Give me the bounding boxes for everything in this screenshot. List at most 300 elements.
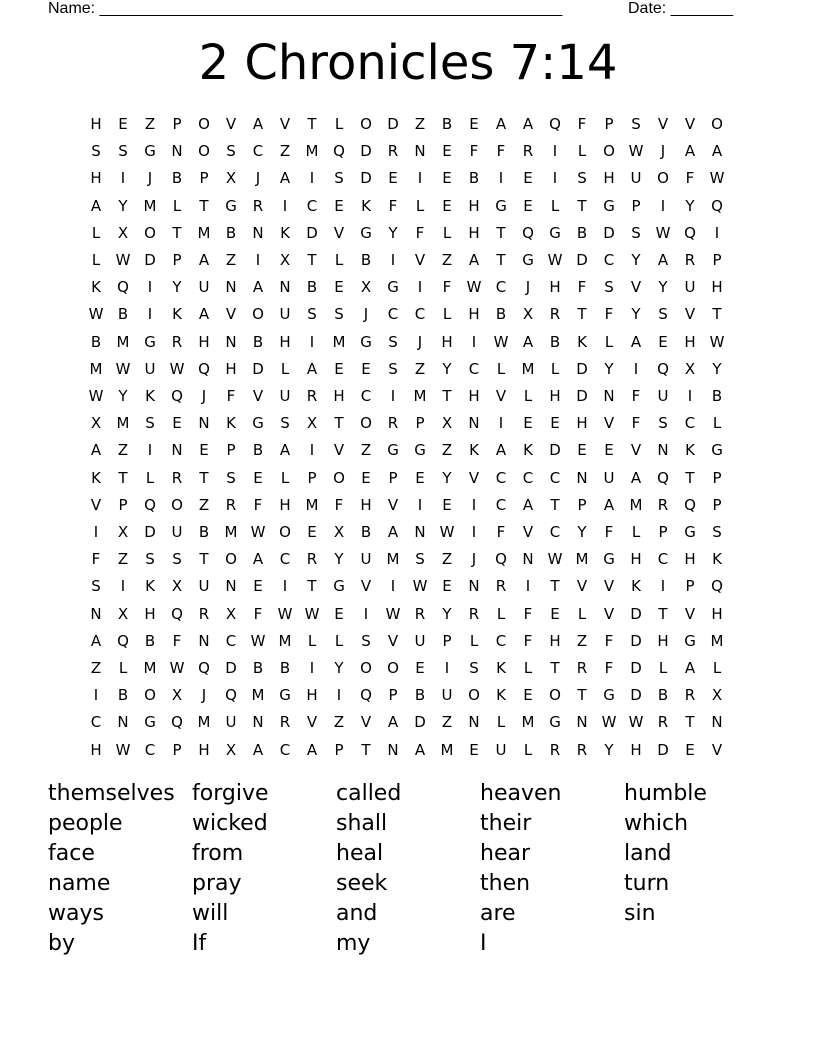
grid-letter: Y xyxy=(334,659,344,677)
grid-letter: Y xyxy=(631,305,641,324)
grid-letter: G xyxy=(495,196,507,215)
grid-letter: B xyxy=(252,659,264,677)
grid-letter: D xyxy=(387,115,399,133)
grid-letter: O xyxy=(198,142,210,161)
grid-letter: H xyxy=(90,169,102,188)
grid-letter: O xyxy=(171,495,183,514)
grid-letter: S xyxy=(172,550,182,569)
grid-letter: P xyxy=(226,441,236,460)
grid-letter: N xyxy=(522,550,534,569)
grid-letter: H xyxy=(576,414,588,433)
grid-letter: D xyxy=(360,169,372,188)
grid-letter: Q xyxy=(360,686,372,705)
grid-letter: G xyxy=(144,142,156,161)
grid-letter: M xyxy=(305,495,319,514)
grid-letter: G xyxy=(711,441,723,460)
grid-letter: R xyxy=(387,414,399,433)
grid-letter: A xyxy=(279,441,291,460)
grid-letter: L xyxy=(415,196,425,215)
grid-letter: A xyxy=(252,278,264,297)
grid-letter: E xyxy=(253,468,263,487)
grid-letter: M xyxy=(710,631,724,650)
grid-letter: C xyxy=(414,305,426,324)
grid-letter: Z xyxy=(225,251,237,269)
grid-letter: Z xyxy=(414,359,426,378)
grid-letter: E xyxy=(199,441,209,460)
grid-letter: M xyxy=(305,142,319,161)
grid-letter: Z xyxy=(279,142,291,161)
grid-letter: B xyxy=(576,223,588,242)
grid-letter: S xyxy=(280,414,290,433)
grid-letter: K xyxy=(361,196,371,215)
grid-letter: E xyxy=(388,169,398,188)
grid-letter: S xyxy=(307,305,317,324)
grid-letter: E xyxy=(334,196,344,215)
grid-letter: Y xyxy=(334,550,344,569)
grid-letter: C xyxy=(360,387,372,405)
grid-letter: E xyxy=(442,577,452,596)
grid-letter: P xyxy=(388,686,398,705)
grid-letter: A xyxy=(495,441,507,460)
grid-letter: C xyxy=(387,305,399,324)
grid-letter: R xyxy=(549,740,561,759)
grid-letter: J xyxy=(417,332,423,351)
grid-letter: W xyxy=(250,523,266,541)
grid-letter: E xyxy=(523,196,533,215)
grid-letter: R xyxy=(576,740,588,759)
grid-letter: L xyxy=(577,142,587,161)
grid-letter: O xyxy=(333,468,345,487)
grid-letter: I xyxy=(444,659,450,677)
grid-letter: D xyxy=(576,387,588,405)
grid-letter: W xyxy=(385,604,401,623)
word-bank-item: forgive xyxy=(192,781,269,806)
grid-letter: A xyxy=(684,659,696,677)
grid-letter: E xyxy=(118,115,128,133)
grid-letter: E xyxy=(442,495,452,514)
grid-letter: L xyxy=(523,659,533,677)
grid-letter: K xyxy=(91,278,101,297)
grid-letter: U xyxy=(225,713,237,732)
grid-letter: S xyxy=(334,169,344,188)
grid-letter: X xyxy=(171,577,183,596)
word-bank-item: my xyxy=(336,931,371,956)
grid-letter: H xyxy=(684,550,696,569)
grid-letter: V xyxy=(225,115,237,133)
grid-letter: B xyxy=(225,223,237,242)
grid-letter: M xyxy=(116,414,130,433)
grid-letter: I xyxy=(498,414,504,433)
grid-letter: T xyxy=(658,604,668,623)
grid-letter: X xyxy=(171,686,183,705)
grid-letter: H xyxy=(549,278,561,297)
grid-letter: U xyxy=(657,387,669,405)
grid-letter: A xyxy=(495,115,507,133)
grid-letter: T xyxy=(496,223,506,242)
grid-letter: G xyxy=(549,713,561,732)
grid-letter: C xyxy=(495,631,507,650)
word-bank-item: wicked xyxy=(192,811,268,836)
grid-letter: U xyxy=(441,686,453,705)
grid-letter: E xyxy=(550,414,560,433)
grid-letter: E xyxy=(523,686,533,705)
word-bank-item: people xyxy=(48,811,123,836)
grid-letter: N xyxy=(468,713,480,732)
grid-letter: I xyxy=(471,332,477,351)
grid-letter: W xyxy=(439,523,455,541)
grid-letter: P xyxy=(631,196,641,215)
grid-letter: C xyxy=(549,468,561,487)
grid-letter: L xyxy=(523,740,533,759)
grid-letter: K xyxy=(631,577,641,596)
grid-letter: T xyxy=(577,686,587,705)
grid-letter: A xyxy=(522,495,534,514)
grid-letter: R xyxy=(495,577,507,596)
grid-letter: D xyxy=(630,686,642,705)
grid-letter: P xyxy=(442,631,452,650)
grid-letter: M xyxy=(197,713,211,732)
grid-letter: Q xyxy=(171,387,183,405)
grid-letter: H xyxy=(468,223,480,242)
grid-letter: T xyxy=(307,577,317,596)
grid-letter: K xyxy=(172,305,182,324)
grid-letter: V xyxy=(225,305,237,324)
grid-letter: C xyxy=(468,359,480,378)
grid-letter: F xyxy=(604,631,614,650)
grid-letter: S xyxy=(604,278,614,297)
grid-letter: P xyxy=(415,414,425,433)
grid-letter: F xyxy=(469,142,479,161)
grid-letter: O xyxy=(711,115,723,133)
grid-letter: I xyxy=(147,441,153,460)
grid-letter: I xyxy=(93,523,99,541)
word-bank xyxy=(0,780,816,970)
grid-letter: M xyxy=(251,686,265,705)
grid-letter: T xyxy=(199,550,209,569)
grid-letter: Y xyxy=(118,387,128,405)
grid-letter: N xyxy=(657,441,669,460)
grid-letter: B xyxy=(171,169,183,188)
grid-letter: V xyxy=(360,577,372,596)
grid-letter: U xyxy=(603,468,615,487)
grid-letter: J xyxy=(525,278,531,297)
grid-letter: N xyxy=(468,414,480,433)
grid-letter: E xyxy=(685,740,695,759)
grid-letter: O xyxy=(279,523,291,541)
grid-letter: E xyxy=(442,142,452,161)
grid-letter: I xyxy=(660,196,666,215)
grid-letter: K xyxy=(577,332,587,351)
grid-letter: Z xyxy=(441,251,453,269)
grid-letter: F xyxy=(523,604,533,623)
grid-letter: N xyxy=(90,604,102,623)
grid-letter: V xyxy=(684,305,696,324)
grid-letter: P xyxy=(604,115,614,133)
grid-letter: A xyxy=(684,142,696,161)
grid-letter: F xyxy=(631,387,641,405)
grid-letter: I xyxy=(417,278,423,297)
grid-letter: Y xyxy=(442,468,452,487)
grid-letter: S xyxy=(388,332,398,351)
grid-letter: V xyxy=(387,631,399,650)
grid-letter: A xyxy=(252,550,264,569)
grid-letter: Q xyxy=(549,115,561,133)
grid-letter: C xyxy=(225,631,237,650)
grid-letter: M xyxy=(278,631,292,650)
grid-letter: E xyxy=(415,659,425,677)
grid-letter: A xyxy=(387,523,399,541)
grid-letter: K xyxy=(226,414,236,433)
grid-letter: I xyxy=(282,196,288,215)
grid-letter: I xyxy=(120,577,126,596)
grid-letter: L xyxy=(334,115,344,133)
grid-letter: E xyxy=(172,414,182,433)
grid-letter: F xyxy=(523,631,533,650)
grid-letter: K xyxy=(280,223,290,242)
grid-letter: T xyxy=(199,468,209,487)
grid-letter: L xyxy=(577,604,587,623)
grid-letter: B xyxy=(468,169,480,188)
grid-letter: V xyxy=(495,387,507,405)
grid-letter: K xyxy=(712,550,722,569)
word-bank-item: name xyxy=(48,871,111,896)
grid-letter: M xyxy=(116,332,130,351)
grid-letter: Q xyxy=(198,659,210,677)
grid-letter: W xyxy=(493,332,509,351)
grid-letter: I xyxy=(552,169,558,188)
grid-letter: S xyxy=(658,305,668,324)
grid-letter: A xyxy=(306,359,318,378)
grid-letter: Z xyxy=(198,495,210,514)
grid-letter: N xyxy=(414,523,426,541)
grid-letter: I xyxy=(417,495,423,514)
grid-letter: X xyxy=(117,604,129,623)
grid-letter: U xyxy=(684,278,696,297)
grid-letter: U xyxy=(495,740,507,759)
word-bank-item: which xyxy=(624,811,689,836)
grid-letter: P xyxy=(199,169,209,188)
grid-letter: H xyxy=(630,740,642,759)
grid-letter: C xyxy=(279,740,291,759)
grid-letter: D xyxy=(576,359,588,378)
grid-letter: Y xyxy=(577,523,587,541)
grid-letter: V xyxy=(603,577,615,596)
grid-letter: N xyxy=(198,414,210,433)
grid-letter: E xyxy=(442,196,452,215)
grid-letter: R xyxy=(198,604,210,623)
grid-letter: N xyxy=(117,713,129,732)
grid-letter: L xyxy=(118,659,128,677)
grid-letter: Q xyxy=(171,713,183,732)
grid-letter: N xyxy=(225,278,237,297)
grid-letter: Y xyxy=(172,278,182,297)
grid-letter: A xyxy=(279,169,291,188)
grid-letter: Y xyxy=(685,196,695,215)
grid-letter: A xyxy=(711,142,723,161)
word-bank-item: called xyxy=(336,781,402,806)
grid-letter: E xyxy=(334,359,344,378)
grid-letter: T xyxy=(172,223,182,242)
grid-letter: H xyxy=(279,495,291,514)
grid-letter: Z xyxy=(90,659,102,677)
grid-letter: Y xyxy=(442,604,452,623)
word-bank-item: are xyxy=(480,901,516,926)
grid-letter: L xyxy=(334,631,344,650)
grid-letter: D xyxy=(603,223,615,242)
grid-letter: M xyxy=(575,550,589,569)
grid-letter: J xyxy=(660,142,666,161)
grid-letter: X xyxy=(225,740,237,759)
grid-letter: I xyxy=(390,577,396,596)
grid-letter: C xyxy=(279,550,291,569)
grid-letter: N xyxy=(252,223,264,242)
word-bank-item: ways xyxy=(48,901,104,926)
grid-letter: S xyxy=(361,631,371,650)
grid-letter: V xyxy=(603,604,615,623)
grid-letter: U xyxy=(279,387,291,405)
grid-letter: X xyxy=(711,686,723,705)
grid-letter: T xyxy=(199,196,209,215)
grid-letter: D xyxy=(630,659,642,677)
grid-letter: E xyxy=(442,169,452,188)
grid-letter: Z xyxy=(117,441,129,460)
grid-letter: D xyxy=(657,740,669,759)
grid-letter: Q xyxy=(144,495,156,514)
grid-letter: H xyxy=(90,740,102,759)
grid-letter: W xyxy=(655,223,671,242)
grid-letter: K xyxy=(685,441,695,460)
grid-letter: L xyxy=(172,196,182,215)
grid-letter: G xyxy=(387,278,399,297)
grid-letter: X xyxy=(117,223,129,242)
grid-letter: M xyxy=(224,523,238,541)
grid-letter: S xyxy=(415,550,425,569)
grid-letter: T xyxy=(118,468,128,487)
grid-letter: G xyxy=(603,686,615,705)
grid-letter: G xyxy=(522,251,534,269)
grid-letter: D xyxy=(630,631,642,650)
grid-letter: G xyxy=(333,577,345,596)
grid-letter: O xyxy=(468,686,480,705)
grid-letter: B xyxy=(657,686,669,705)
grid-letter: N xyxy=(171,441,183,460)
grid-letter: I xyxy=(93,686,99,705)
grid-letter: Q xyxy=(333,142,345,161)
grid-letter: W xyxy=(466,278,482,297)
grid-letter: A xyxy=(468,251,480,269)
grid-letter: A xyxy=(414,740,426,759)
grid-letter: F xyxy=(604,523,614,541)
grid-letter: F xyxy=(415,223,425,242)
grid-letter: V xyxy=(333,441,345,460)
grid-letter: A xyxy=(603,495,615,514)
grid-letter: H xyxy=(468,196,480,215)
grid-letter: P xyxy=(334,740,344,759)
grid-letter: H xyxy=(711,604,723,623)
grid-letter: R xyxy=(684,251,696,269)
grid-letter: N xyxy=(576,713,588,732)
grid-letter: G xyxy=(360,332,372,351)
grid-letter: L xyxy=(658,659,668,677)
grid-letter: O xyxy=(198,115,210,133)
grid-letter: V xyxy=(468,468,480,487)
grid-letter: H xyxy=(333,387,345,405)
grid-letter: E xyxy=(307,523,317,541)
grid-letter: S xyxy=(91,142,101,161)
grid-letter: H xyxy=(306,686,318,705)
grid-letter: Q xyxy=(117,278,129,297)
grid-letter: T xyxy=(361,740,371,759)
grid-letter: I xyxy=(660,577,666,596)
grid-letter: V xyxy=(90,495,102,514)
grid-letter: R xyxy=(414,604,426,623)
grid-letter: H xyxy=(549,387,561,405)
word-bank-item: seek xyxy=(336,871,388,896)
grid-letter: C xyxy=(90,713,102,732)
grid-letter: A xyxy=(630,468,642,487)
grid-letter: M xyxy=(197,223,211,242)
grid-letter: O xyxy=(657,169,669,188)
grid-letter: I xyxy=(120,169,126,188)
grid-letter: E xyxy=(550,604,560,623)
grid-letter: G xyxy=(414,441,426,460)
grid-letter: Y xyxy=(442,359,452,378)
grid-letter: B xyxy=(495,305,507,324)
grid-letter: S xyxy=(91,577,101,596)
grid-letter: I xyxy=(498,169,504,188)
grid-letter: I xyxy=(390,387,396,405)
grid-letter: G xyxy=(360,223,372,242)
grid-letter: R xyxy=(171,332,183,351)
grid-letter: T xyxy=(496,251,506,269)
grid-letter: W xyxy=(169,659,185,677)
grid-letter: H xyxy=(684,332,696,351)
word-bank-item: and xyxy=(336,901,378,926)
grid-letter: K xyxy=(469,441,479,460)
grid-letter: Z xyxy=(360,441,372,460)
grid-letter: I xyxy=(471,495,477,514)
grid-letter: L xyxy=(604,332,614,351)
grid-letter: K xyxy=(523,441,533,460)
grid-letter: V xyxy=(630,441,642,460)
grid-letter: N xyxy=(252,713,264,732)
grid-letter: K xyxy=(91,468,101,487)
grid-letter: L xyxy=(523,387,533,405)
grid-letter: T xyxy=(685,468,695,487)
grid-letter: N xyxy=(711,713,723,732)
grid-letter: M xyxy=(521,713,535,732)
grid-letter: P xyxy=(388,468,398,487)
grid-letter: J xyxy=(147,169,153,188)
grid-letter: L xyxy=(334,251,344,269)
grid-letter: U xyxy=(198,577,210,596)
grid-letter: U xyxy=(279,305,291,324)
grid-letter: Q xyxy=(657,468,669,487)
grid-letter: V xyxy=(576,577,588,596)
grid-letter: N xyxy=(603,387,615,405)
grid-letter: Z xyxy=(333,713,345,732)
grid-letter: C xyxy=(144,740,156,759)
grid-letter: X xyxy=(333,523,345,541)
grid-letter: P xyxy=(118,495,128,514)
grid-letter: A xyxy=(522,332,534,351)
grid-letter: V xyxy=(603,414,615,433)
grid-letter: T xyxy=(550,495,560,514)
grid-letter: N xyxy=(225,332,237,351)
grid-letter: M xyxy=(521,359,535,378)
grid-letter: H xyxy=(603,169,615,188)
grid-letter: M xyxy=(332,332,346,351)
